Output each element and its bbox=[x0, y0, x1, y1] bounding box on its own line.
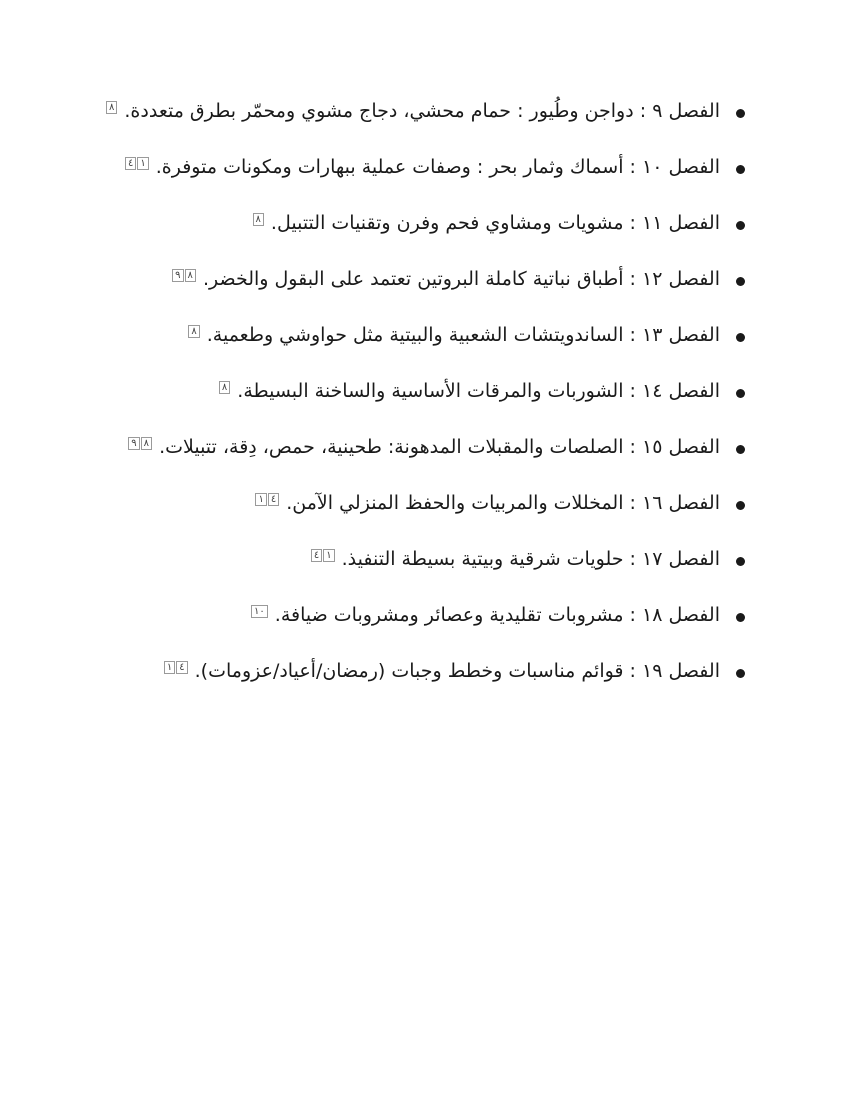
bullet-icon bbox=[736, 613, 745, 622]
citation-link[interactable]: ٨ bbox=[253, 213, 264, 226]
citation-link[interactable]: ٨ bbox=[106, 101, 117, 114]
citation-link[interactable]: ٨ bbox=[141, 437, 152, 450]
citation-link[interactable]: ٤ bbox=[311, 549, 322, 562]
chapter-text: الفصل ٩ : دواجن وطُيور : حمام محشي، دجاج مشوي ومحمّر بطرق متعددة. bbox=[124, 100, 720, 122]
bullet-icon bbox=[736, 669, 745, 678]
chapter-item-10 bbox=[100, 144, 750, 191]
chapter-item-14 bbox=[100, 368, 750, 415]
chapter-item-13 bbox=[100, 312, 750, 359]
chapter-text: الفصل ١٨ : مشروبات تقليدية وعصائر ومشروبات ضيافة. bbox=[274, 604, 720, 626]
chapter-text: الفصل ١١ : مشويات ومشاوي فحم وفرن وتقنيات التتبيل. bbox=[270, 212, 720, 234]
chapter-item-9 bbox=[100, 88, 750, 135]
citation-link[interactable]: ٩ bbox=[172, 269, 183, 282]
chapter-item-17 bbox=[100, 536, 750, 583]
citation-link[interactable]: ٤ bbox=[176, 661, 187, 674]
bullet-icon bbox=[736, 221, 745, 230]
bullet-icon bbox=[736, 165, 745, 174]
chapter-item-19 bbox=[100, 648, 750, 695]
citation-link[interactable]: ٨ bbox=[188, 325, 199, 338]
chapter-item-16 bbox=[100, 480, 750, 527]
chapter-text: الفصل ١٩ : قوائم مناسبات وخطط وجبات (رمضان/أعياد/عزومات). bbox=[194, 660, 720, 682]
bullet-icon bbox=[736, 557, 745, 566]
citation-link[interactable]: ٨ bbox=[219, 381, 230, 394]
citation-link[interactable]: ١ bbox=[323, 549, 334, 562]
chapter-text: الفصل ١٥ : الصلصات والمقبلات المدهونة: طحينية، حمص، دِقة، تتبيلات. bbox=[159, 436, 720, 458]
chapter-item-15 bbox=[100, 424, 750, 471]
bullet-icon bbox=[736, 445, 745, 454]
citation-link[interactable]: ١ bbox=[137, 157, 148, 170]
bullet-icon bbox=[736, 277, 745, 286]
citation-link[interactable]: ١٠ bbox=[251, 605, 268, 618]
citation-link[interactable]: ١ bbox=[255, 493, 266, 506]
citation-link[interactable]: ٤ bbox=[268, 493, 279, 506]
chapter-text: الفصل ١٠ : أسماك وثمار بحر : وصفات عملية ببهارات ومكونات متوفرة. bbox=[155, 156, 720, 178]
chapter-item-11 bbox=[100, 200, 750, 247]
chapter-text: الفصل ١٤ : الشوربات والمرقات الأساسية والساخنة البسيطة. bbox=[237, 380, 720, 402]
bullet-icon bbox=[736, 333, 745, 342]
chapter-list bbox=[100, 88, 750, 704]
bullet-icon bbox=[736, 501, 745, 510]
chapter-item-18 bbox=[100, 592, 750, 639]
chapter-text: الفصل ١٣ : الساندويتشات الشعبية والبيتية مثل حواوشي وطعمية. bbox=[206, 324, 720, 346]
chapter-text: الفصل ١٧ : حلويات شرقية وبيتية بسيطة التنفيذ. bbox=[341, 548, 720, 570]
chapter-text: الفصل ١٢ : أطباق نباتية كاملة البروتين تعتمد على البقول والخضر. bbox=[202, 268, 720, 290]
chapter-item-12 bbox=[100, 256, 750, 303]
bullet-icon bbox=[736, 389, 745, 398]
chapter-text: الفصل ١٦ : المخللات والمربيات والحفظ المنزلي الآمن. bbox=[286, 492, 720, 514]
citation-link[interactable]: ٩ bbox=[128, 437, 139, 450]
bullet-icon bbox=[736, 109, 745, 118]
citation-link[interactable]: ٤ bbox=[125, 157, 136, 170]
citation-link[interactable]: ١ bbox=[164, 661, 175, 674]
citation-link[interactable]: ٨ bbox=[185, 269, 196, 282]
